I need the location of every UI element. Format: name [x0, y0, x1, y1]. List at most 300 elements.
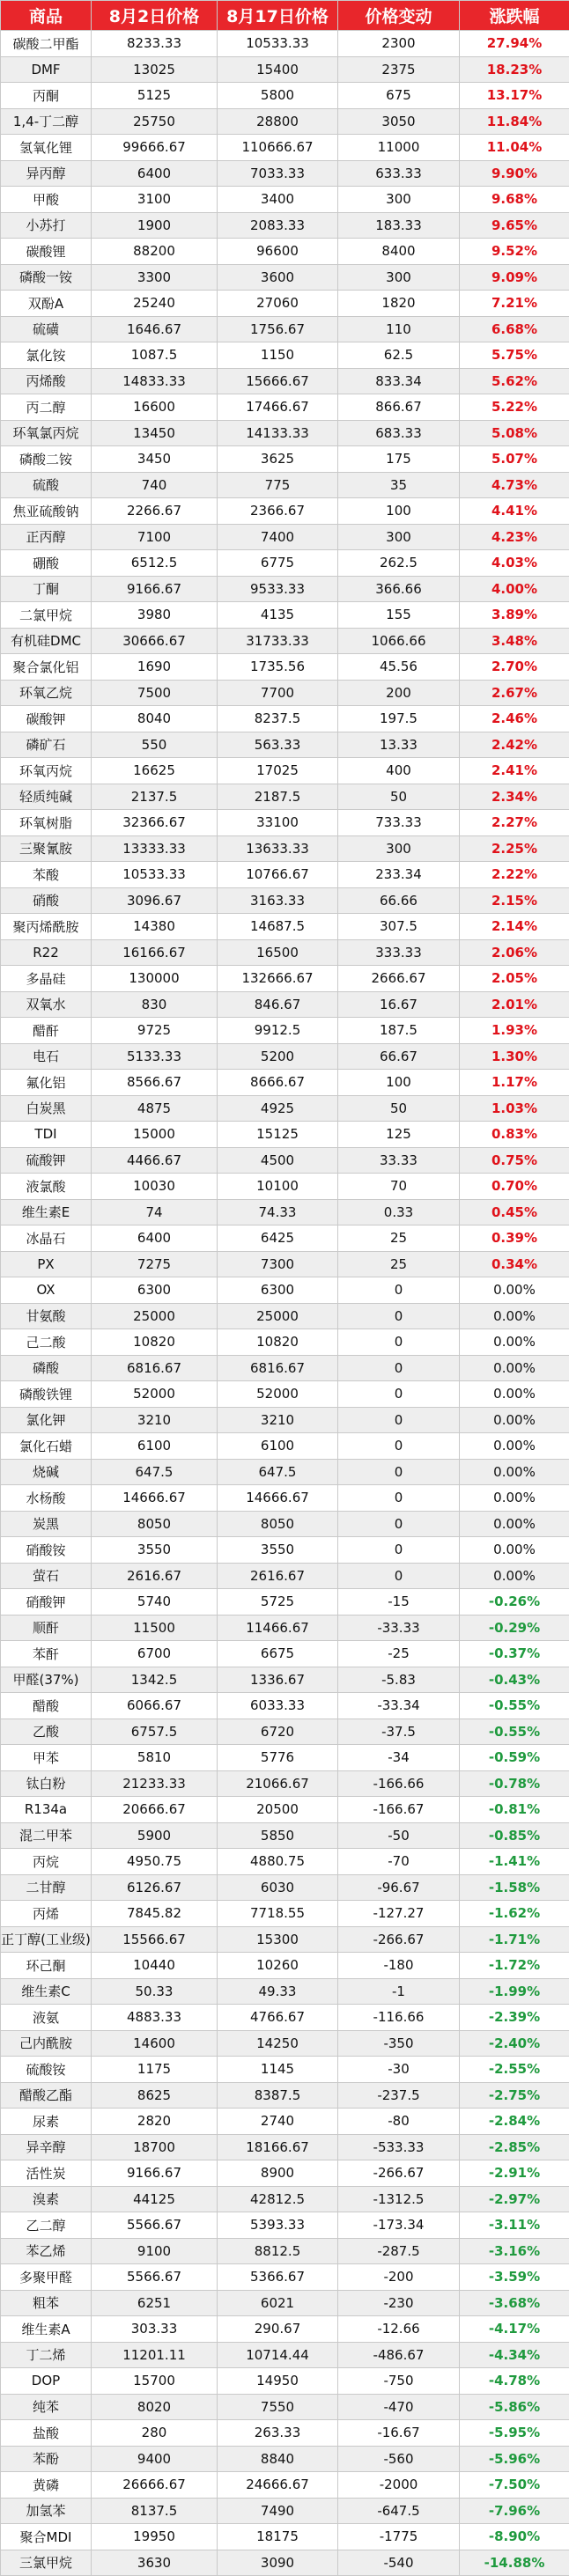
- cell-change: 125: [338, 1122, 460, 1148]
- cell-price-aug2: 25750: [92, 108, 218, 135]
- cell-price-aug2: 14380: [92, 914, 218, 940]
- table-row: [1, 1329, 569, 1356]
- cell-product: 盐酸: [1, 2420, 92, 2447]
- cell-product: 甲醛(37%): [1, 1667, 92, 1693]
- cell-price-aug17: 5200: [218, 1043, 338, 1070]
- cell-pct: 4.03%: [460, 550, 569, 577]
- cell-price-aug2: 2137.5: [92, 784, 218, 810]
- cell-price-aug2: 30666.67: [92, 628, 218, 654]
- cell-product: 环氧氯丙烷: [1, 420, 92, 446]
- cell-product: OX: [1, 1277, 92, 1304]
- cell-price-aug2: 4950.75: [92, 1849, 218, 1875]
- table-row: [1, 2498, 569, 2524]
- cell-price-aug17: 96600: [218, 239, 338, 265]
- table-row: [1, 2160, 569, 2187]
- cell-pct: 2.41%: [460, 758, 569, 784]
- cell-price-aug2: 2820: [92, 2109, 218, 2135]
- table-row: [1, 2524, 569, 2550]
- cell-pct: -4.17%: [460, 2316, 569, 2343]
- cell-price-aug2: 6700: [92, 1641, 218, 1667]
- cell-pct: -5.96%: [460, 2446, 569, 2472]
- cell-price-aug2: 830: [92, 991, 218, 1018]
- cell-product: 烧碱: [1, 1459, 92, 1485]
- cell-price-aug17: 4500: [218, 1147, 338, 1174]
- cell-price-aug17: 7718.55: [218, 1901, 338, 1927]
- table-row: [1, 1770, 569, 1797]
- table-row: [1, 2342, 569, 2368]
- cell-product: 1,4-丁二醇: [1, 108, 92, 135]
- cell-price-aug17: 3600: [218, 264, 338, 291]
- cell-change: -750: [338, 2368, 460, 2395]
- cell-price-aug17: 14250: [218, 2030, 338, 2057]
- cell-change: -647.5: [338, 2498, 460, 2524]
- cell-product: 混二甲苯: [1, 1822, 92, 1849]
- cell-product: 醋酸: [1, 1693, 92, 1719]
- cell-product: 水杨酸: [1, 1485, 92, 1512]
- cell-product: 醋酸乙酯: [1, 2082, 92, 2109]
- cell-product: 维生素C: [1, 1978, 92, 2005]
- cell-change: 187.5: [338, 1018, 460, 1044]
- cell-change: 866.67: [338, 394, 460, 421]
- cell-change: 0: [338, 1433, 460, 1460]
- cell-pct: 0.00%: [460, 1511, 569, 1537]
- table-row: [1, 1407, 569, 1433]
- table-row: [1, 628, 569, 654]
- cell-price-aug2: 1646.67: [92, 316, 218, 342]
- table-row: [1, 2316, 569, 2343]
- table-row: [1, 1511, 569, 1537]
- cell-price-aug2: 7275: [92, 1251, 218, 1277]
- cell-product: 三氯甲烷: [1, 2550, 92, 2576]
- cell-price-aug2: 1342.5: [92, 1667, 218, 1693]
- cell-change: -470: [338, 2394, 460, 2420]
- cell-product: 苯酸: [1, 862, 92, 888]
- cell-product: 环氧乙烷: [1, 680, 92, 706]
- cell-pct: 1.03%: [460, 1095, 569, 1122]
- cell-price-aug17: 33100: [218, 810, 338, 836]
- table-row: [1, 966, 569, 992]
- cell-price-aug17: 5776: [218, 1745, 338, 1771]
- cell-price-aug2: 7500: [92, 680, 218, 706]
- cell-price-aug17: 8812.5: [218, 2238, 338, 2264]
- cell-change: 0: [338, 1381, 460, 1408]
- cell-price-aug2: 4875: [92, 1095, 218, 1122]
- cell-pct: -0.85%: [460, 1822, 569, 1849]
- table-row: [1, 1277, 569, 1304]
- column-header-price-aug2: 8月2日价格: [92, 1, 218, 31]
- cell-price-aug17: 3090: [218, 2550, 338, 2576]
- cell-pct: -0.59%: [460, 1745, 569, 1771]
- cell-pct: 0.00%: [460, 1459, 569, 1485]
- cell-product: 磷酸: [1, 1355, 92, 1381]
- cell-product: 硝酸: [1, 887, 92, 914]
- table-row: [1, 2134, 569, 2160]
- cell-change: 2375: [338, 56, 460, 83]
- table-body: [1, 31, 569, 2576]
- cell-change: 675: [338, 83, 460, 109]
- cell-price-aug17: 6033.33: [218, 1693, 338, 1719]
- cell-change: 400: [338, 758, 460, 784]
- cell-price-aug17: 8840: [218, 2446, 338, 2472]
- cell-price-aug17: 20500: [218, 1797, 338, 1823]
- cell-price-aug2: 1690: [92, 654, 218, 681]
- cell-pct: 2.34%: [460, 784, 569, 810]
- cell-product: 硝酸钾: [1, 1589, 92, 1616]
- cell-price-aug17: 1150: [218, 342, 338, 369]
- cell-pct: -0.26%: [460, 1589, 569, 1616]
- cell-change: 16.67: [338, 991, 460, 1018]
- cell-change: 200: [338, 680, 460, 706]
- cell-price-aug2: 11201.11: [92, 2342, 218, 2368]
- cell-product: 黄磷: [1, 2472, 92, 2499]
- cell-pct: -2.91%: [460, 2160, 569, 2187]
- cell-price-aug2: 6400: [92, 160, 218, 187]
- column-header-product: 商品: [1, 1, 92, 31]
- cell-change: -16.67: [338, 2420, 460, 2447]
- cell-price-aug2: 9166.67: [92, 576, 218, 602]
- cell-price-aug17: 13633.33: [218, 835, 338, 862]
- cell-product: 氯化石蜡: [1, 1433, 92, 1460]
- cell-change: -173.34: [338, 2212, 460, 2239]
- cell-pct: 2.70%: [460, 654, 569, 681]
- cell-change: -33.33: [338, 1615, 460, 1641]
- table-row: [1, 784, 569, 810]
- cell-price-aug17: 42812.5: [218, 2186, 338, 2212]
- cell-price-aug17: 3163.33: [218, 887, 338, 914]
- cell-price-aug17: 4880.75: [218, 1849, 338, 1875]
- cell-price-aug2: 5566.67: [92, 2264, 218, 2291]
- table-row: [1, 2030, 569, 2057]
- table-row: [1, 576, 569, 602]
- cell-price-aug17: 8050: [218, 1511, 338, 1537]
- cell-pct: 6.68%: [460, 316, 569, 342]
- cell-change: 50: [338, 1095, 460, 1122]
- table-row: [1, 1251, 569, 1277]
- cell-pct: 9.68%: [460, 187, 569, 213]
- cell-price-aug17: 11466.67: [218, 1615, 338, 1641]
- cell-price-aug17: 2366.67: [218, 498, 338, 525]
- cell-price-aug2: 6066.67: [92, 1693, 218, 1719]
- cell-product: 甘氨酸: [1, 1303, 92, 1329]
- cell-change: -180: [338, 1953, 460, 1979]
- cell-price-aug17: 14666.67: [218, 1485, 338, 1512]
- cell-pct: -14.88%: [460, 2550, 569, 2576]
- table-row: [1, 1043, 569, 1070]
- cell-product: 碳酸锂: [1, 239, 92, 265]
- cell-change: 300: [338, 187, 460, 213]
- cell-pct: -0.29%: [460, 1615, 569, 1641]
- cell-price-aug2: 9100: [92, 2238, 218, 2264]
- cell-price-aug17: 9533.33: [218, 576, 338, 602]
- cell-product: 丙酮: [1, 83, 92, 109]
- cell-price-aug2: 52000: [92, 1381, 218, 1408]
- table-row: [1, 2264, 569, 2291]
- cell-pct: 13.17%: [460, 83, 569, 109]
- cell-price-aug17: 21066.67: [218, 1770, 338, 1797]
- cell-product: 磷矿石: [1, 732, 92, 758]
- table-row: [1, 2550, 569, 2576]
- cell-price-aug17: 6021: [218, 2290, 338, 2316]
- cell-price-aug2: 74: [92, 1199, 218, 1225]
- cell-pct: 11.84%: [460, 108, 569, 135]
- cell-price-aug17: 290.67: [218, 2316, 338, 2343]
- cell-price-aug2: 10440: [92, 1953, 218, 1979]
- cell-change: 0: [338, 1277, 460, 1304]
- cell-change: -166.66: [338, 1770, 460, 1797]
- cell-pct: 2.67%: [460, 680, 569, 706]
- cell-price-aug17: 31733.33: [218, 628, 338, 654]
- cell-change: 197.5: [338, 706, 460, 732]
- cell-change: 633.33: [338, 160, 460, 187]
- cell-price-aug2: 3630: [92, 2550, 218, 2576]
- cell-price-aug17: 10820: [218, 1329, 338, 1356]
- table-row: [1, 1355, 569, 1381]
- cell-pct: 2.06%: [460, 939, 569, 966]
- cell-price-aug2: 3210: [92, 1407, 218, 1433]
- cell-price-aug17: 24666.67: [218, 2472, 338, 2499]
- cell-change: -486.67: [338, 2342, 460, 2368]
- cell-price-aug17: 6030: [218, 1874, 338, 1901]
- cell-product: 液氯酸: [1, 1174, 92, 1200]
- cell-product: 炭黑: [1, 1511, 92, 1537]
- cell-pct: 2.42%: [460, 732, 569, 758]
- cell-change: 300: [338, 835, 460, 862]
- cell-product: 活性炭: [1, 2160, 92, 2187]
- cell-product: R22: [1, 939, 92, 966]
- cell-price-aug17: 1336.67: [218, 1667, 338, 1693]
- table-row: [1, 1122, 569, 1148]
- cell-product: 双氧水: [1, 991, 92, 1018]
- cell-change: -34: [338, 1745, 460, 1771]
- cell-product: 磷酸一铵: [1, 264, 92, 291]
- cell-product: 磷酸铁锂: [1, 1381, 92, 1408]
- cell-product: 氯化钾: [1, 1407, 92, 1433]
- cell-price-aug2: 25240: [92, 291, 218, 317]
- cell-price-aug17: 2616.67: [218, 1563, 338, 1589]
- cell-price-aug17: 4925: [218, 1095, 338, 1122]
- cell-pct: 0.83%: [460, 1122, 569, 1148]
- table-row: [1, 1849, 569, 1875]
- cell-pct: -0.81%: [460, 1797, 569, 1823]
- table-row: [1, 472, 569, 498]
- table-row: [1, 1070, 569, 1096]
- cell-pct: 0.00%: [460, 1381, 569, 1408]
- cell-price-aug2: 5900: [92, 1822, 218, 1849]
- cell-change: -266.67: [338, 2160, 460, 2187]
- table-row: [1, 2005, 569, 2031]
- cell-change: 50: [338, 784, 460, 810]
- cell-price-aug17: 647.5: [218, 1459, 338, 1485]
- cell-pct: 9.52%: [460, 239, 569, 265]
- cell-change: 2666.67: [338, 966, 460, 992]
- cell-pct: 2.15%: [460, 887, 569, 914]
- cell-price-aug2: 26666.67: [92, 2472, 218, 2499]
- cell-price-aug2: 303.33: [92, 2316, 218, 2343]
- cell-product: 氯化铵: [1, 342, 92, 369]
- cell-price-aug2: 740: [92, 472, 218, 498]
- cell-pct: 5.62%: [460, 368, 569, 394]
- cell-pct: -4.78%: [460, 2368, 569, 2395]
- cell-pct: -1.62%: [460, 1901, 569, 1927]
- cell-price-aug17: 7400: [218, 524, 338, 550]
- cell-pct: 0.00%: [460, 1303, 569, 1329]
- cell-price-aug17: 27060: [218, 291, 338, 317]
- cell-pct: -3.11%: [460, 2212, 569, 2239]
- cell-product: 硫磺: [1, 316, 92, 342]
- table-row: [1, 1797, 569, 1823]
- cell-price-aug2: 15700: [92, 2368, 218, 2395]
- table-row: [1, 1693, 569, 1719]
- cell-pct: 2.05%: [460, 966, 569, 992]
- cell-price-aug2: 13025: [92, 56, 218, 83]
- cell-price-aug2: 14833.33: [92, 368, 218, 394]
- cell-pct: 4.41%: [460, 498, 569, 525]
- cell-change: 0: [338, 1407, 460, 1433]
- table-row: [1, 1381, 569, 1408]
- cell-price-aug2: 280: [92, 2420, 218, 2447]
- cell-change: 45.56: [338, 654, 460, 681]
- cell-pct: -8.90%: [460, 2524, 569, 2550]
- cell-pct: -4.34%: [460, 2342, 569, 2368]
- cell-product: 维生素A: [1, 2316, 92, 2343]
- cell-change: -200: [338, 2264, 460, 2291]
- cell-change: 307.5: [338, 914, 460, 940]
- table-row: [1, 2290, 569, 2316]
- cell-price-aug2: 7100: [92, 524, 218, 550]
- cell-pct: -3.59%: [460, 2264, 569, 2291]
- cell-change: -70: [338, 1849, 460, 1875]
- cell-change: -166.67: [338, 1797, 460, 1823]
- table-row: [1, 264, 569, 291]
- cell-change: -2000: [338, 2472, 460, 2499]
- cell-product: 维生素E: [1, 1199, 92, 1225]
- cell-pct: 0.00%: [460, 1407, 569, 1433]
- cell-change: 100: [338, 1070, 460, 1096]
- cell-pct: 5.08%: [460, 420, 569, 446]
- cell-price-aug2: 15000: [92, 1122, 218, 1148]
- cell-change: 0: [338, 1485, 460, 1512]
- cell-price-aug17: 2083.33: [218, 212, 338, 239]
- cell-price-aug17: 7700: [218, 680, 338, 706]
- cell-price-aug17: 3625: [218, 446, 338, 473]
- cell-pct: -1.41%: [460, 1849, 569, 1875]
- cell-price-aug2: 44125: [92, 2186, 218, 2212]
- cell-price-aug2: 5810: [92, 1745, 218, 1771]
- cell-price-aug17: 2740: [218, 2109, 338, 2135]
- cell-price-aug17: 15666.67: [218, 368, 338, 394]
- cell-product: 硫酸: [1, 472, 92, 498]
- cell-product: 醋酐: [1, 1018, 92, 1044]
- cell-pct: 0.00%: [460, 1355, 569, 1381]
- cell-pct: 5.75%: [460, 342, 569, 369]
- cell-price-aug17: 10100: [218, 1174, 338, 1200]
- cell-pct: 3.89%: [460, 602, 569, 629]
- cell-pct: 11.04%: [460, 135, 569, 161]
- cell-price-aug2: 13450: [92, 420, 218, 446]
- cell-price-aug17: 846.67: [218, 991, 338, 1018]
- table-row: [1, 2238, 569, 2264]
- table-row: [1, 1745, 569, 1771]
- cell-product: 碳酸二甲酯: [1, 31, 92, 57]
- cell-price-aug2: 1175: [92, 2057, 218, 2083]
- cell-price-aug2: 16166.67: [92, 939, 218, 966]
- cell-pct: 0.45%: [460, 1199, 569, 1225]
- cell-pct: 0.00%: [460, 1537, 569, 1564]
- cell-price-aug17: 8237.5: [218, 706, 338, 732]
- cell-price-aug17: 6100: [218, 1433, 338, 1460]
- cell-change: 366.66: [338, 576, 460, 602]
- table-row: [1, 1018, 569, 1044]
- cell-pct: -0.78%: [460, 1770, 569, 1797]
- cell-price-aug17: 563.33: [218, 732, 338, 758]
- cell-pct: 0.00%: [460, 1277, 569, 1304]
- table-row: [1, 1926, 569, 1953]
- cell-price-aug2: 9400: [92, 2446, 218, 2472]
- cell-product: 甲酸: [1, 187, 92, 213]
- cell-change: 13.33: [338, 732, 460, 758]
- cell-product: 乙酸: [1, 1719, 92, 1745]
- cell-pct: 0.70%: [460, 1174, 569, 1200]
- cell-change: 333.33: [338, 939, 460, 966]
- cell-change: -96.67: [338, 1874, 460, 1901]
- table-row: [1, 2057, 569, 2083]
- table-row: [1, 2186, 569, 2212]
- cell-pct: -0.55%: [460, 1693, 569, 1719]
- cell-price-aug17: 10714.44: [218, 2342, 338, 2368]
- cell-pct: 1.93%: [460, 1018, 569, 1044]
- cell-pct: 9.65%: [460, 212, 569, 239]
- cell-pct: 0.00%: [460, 1329, 569, 1356]
- cell-change: -33.34: [338, 1693, 460, 1719]
- cell-price-aug2: 6816.67: [92, 1355, 218, 1381]
- cell-price-aug17: 6775: [218, 550, 338, 577]
- table-row: [1, 1147, 569, 1174]
- cell-product: 环氧丙烷: [1, 758, 92, 784]
- cell-product: 冰晶石: [1, 1225, 92, 1252]
- cell-price-aug17: 7550: [218, 2394, 338, 2420]
- cell-price-aug17: 263.33: [218, 2420, 338, 2447]
- cell-price-aug17: 10533.33: [218, 31, 338, 57]
- cell-price-aug17: 14133.33: [218, 420, 338, 446]
- cell-product: 磷酸二铵: [1, 446, 92, 473]
- cell-price-aug2: 6300: [92, 1277, 218, 1304]
- cell-price-aug17: 110666.67: [218, 135, 338, 161]
- cell-product: 粗苯: [1, 2290, 92, 2316]
- cell-change: 70: [338, 1174, 460, 1200]
- cell-price-aug17: 5393.33: [218, 2212, 338, 2239]
- cell-price-aug2: 8020: [92, 2394, 218, 2420]
- cell-price-aug17: 5366.67: [218, 2264, 338, 2291]
- cell-product: 双酚A: [1, 291, 92, 317]
- cell-price-aug17: 6720: [218, 1719, 338, 1745]
- cell-pct: 1.17%: [460, 1070, 569, 1096]
- cell-pct: 5.07%: [460, 446, 569, 473]
- cell-pct: 7.21%: [460, 291, 569, 317]
- cell-pct: 0.00%: [460, 1485, 569, 1512]
- cell-price-aug17: 4135: [218, 602, 338, 629]
- table-row: [1, 239, 569, 265]
- cell-change: 0: [338, 1511, 460, 1537]
- table-row: [1, 446, 569, 473]
- cell-pct: 2.22%: [460, 862, 569, 888]
- table-row: [1, 1667, 569, 1693]
- table-row: [1, 524, 569, 550]
- cell-product: 乙二醇: [1, 2212, 92, 2239]
- cell-change: -116.66: [338, 2005, 460, 2031]
- cell-change: 300: [338, 524, 460, 550]
- table-row: [1, 1433, 569, 1460]
- cell-product: 苯酚: [1, 2446, 92, 2472]
